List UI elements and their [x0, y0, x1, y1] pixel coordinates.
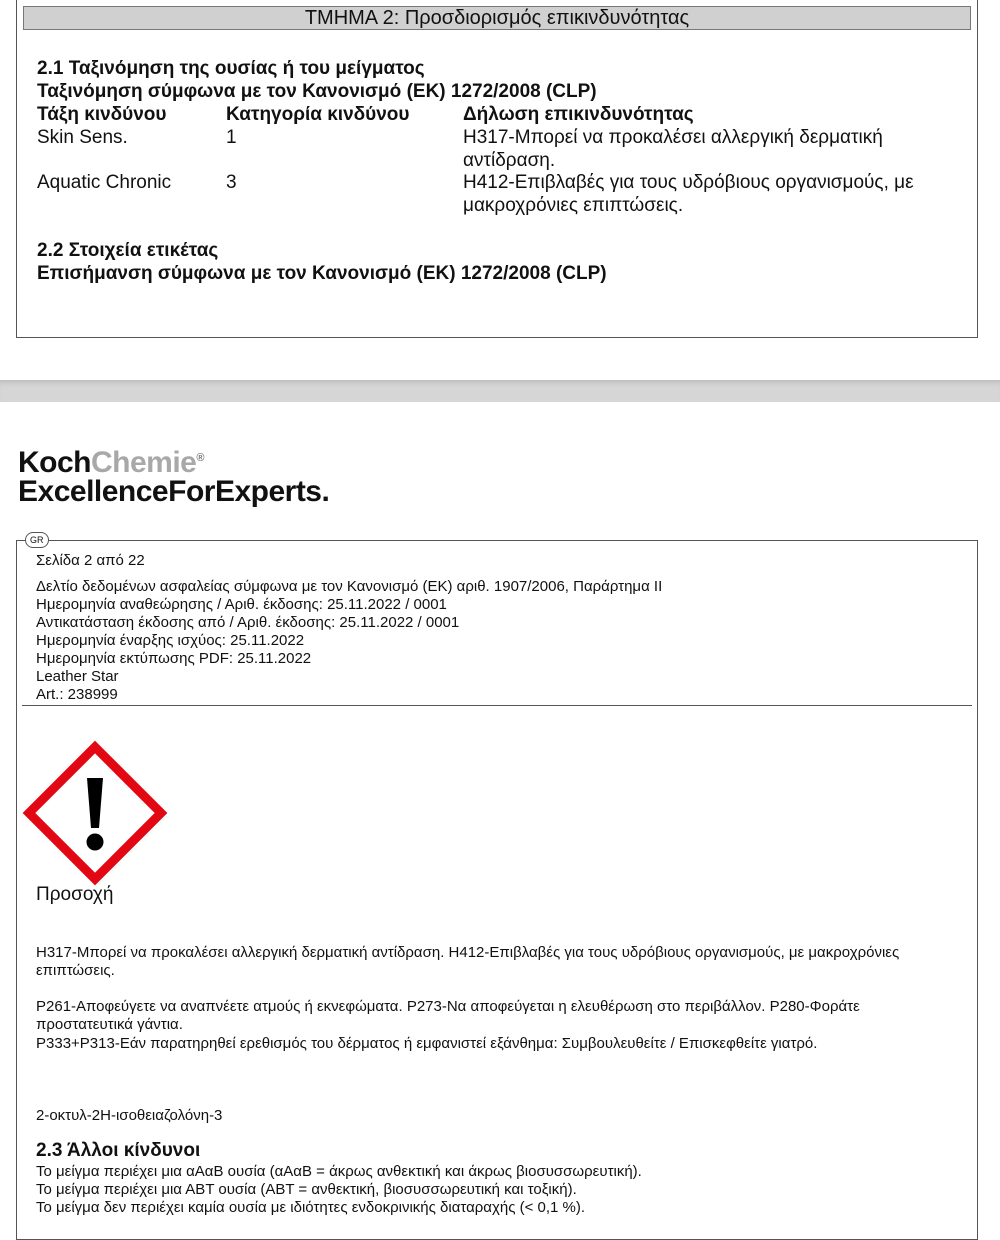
table-header-hazard-category: Κατηγορία κινδύνου	[226, 104, 410, 125]
pdf-print-date: Ημερομηνία εκτύπωσης PDF: 25.11.2022	[36, 650, 312, 667]
other-hazards-line-3: Το μείγμα δεν περιέχει καμία ουσία με ιδιότητες ενδοκρινικής διαταραχής (< 0,1 %).	[36, 1199, 586, 1216]
other-hazards-line-1: Το μείγμα περιέχει μια αΑαΒ ουσία (αΑαΒ = άκρως ανθεκτική και άκρως βιοσυσσωρευτική).	[36, 1163, 642, 1180]
page-number: Σελίδα 2 από 22	[36, 552, 145, 569]
section-2-title: ΤΜΗΜΑ 2: Προσδιορισμός επικινδυνότητας	[23, 6, 971, 30]
precautionary-statements-line-3: P333+P313-Εάν παρατηρηθεί ερεθισμός του δέρματος ή εμφανιστεί εξάνθημα: Συμβουλευθείτε / Επισκεφθείτε γιατρό.	[36, 1035, 818, 1052]
section-2-2-heading: 2.2 Στοιχεία ετικέτας	[37, 240, 219, 261]
section-2-1-heading: 2.1 Ταξινόμηση της ουσίας ή του μείγματος	[37, 58, 425, 79]
hazard-statements-line-2: επιπτώσεις.	[36, 962, 115, 979]
product-name: Leather Star	[36, 668, 119, 685]
page-separator	[0, 380, 1000, 402]
logo-chemie: Chemie	[91, 446, 197, 479]
header-divider	[22, 705, 972, 706]
other-hazards-line-2: Το μείγμα περιέχει μια ΑΒΤ ουσία (ΑΒΤ = ανθεκτική, βιοσυσσωρευτική και τοξική).	[36, 1181, 577, 1198]
revision-date: Ημερομηνία αναθεώρησης / Αριθ. έκδοσης: 25.11.2022 / 0001	[36, 596, 447, 613]
table-row-2-class: Aquatic Chronic	[37, 172, 172, 193]
logo-tagline: ExcellenceForExperts.	[18, 475, 330, 508]
precautionary-statements-line-1: P261-Αποφεύγετε να αναπνέετε ατμούς ή εκνεφώματα. P273-Να αποφεύγεται η ελευθέρωση στο περιβάλλον. P280-Φοράτε	[36, 998, 860, 1015]
table-row-2-statement-line-2: μακροχρόνιες επιπτώσεις.	[463, 195, 684, 216]
country-badge: GR	[25, 532, 49, 548]
page-1-fragment	[16, 0, 978, 338]
table-row-1-statement-line-1: H317-Μπορεί να προκαλέσει αλλεργική δερματική	[463, 127, 883, 148]
exclamation-mark-icon	[22, 740, 168, 886]
table-row-2-category: 3	[226, 172, 237, 193]
section-2-1-subheading: Ταξινόμηση σύμφωνα με τον Κανονισμό (ΕΚ) 1272/2008 (CLP)	[37, 81, 597, 102]
table-header-hazard-class: Τάξη κινδύνου	[37, 104, 167, 125]
hazardous-substance: 2-οκτυλ-2Η-ισοθειαζολόνη-3	[36, 1107, 223, 1124]
sds-regulation-line: Δελτίο δεδομένων ασφαλείας σύμφωνα με τον Κανονισμό (ΕΚ) αριθ. 1907/2006, Παράρτημα II	[36, 578, 663, 595]
valid-from-date: Ημερομηνία έναρξης ισχύος: 25.11.2022	[36, 632, 305, 649]
table-row-2-statement-line-1: H412-Επιβλαβές για τους υδρόβιους οργανισμούς, με	[463, 172, 914, 193]
table-row-1-statement-line-2: αντίδραση.	[463, 150, 556, 171]
article-number: Art.: 238999	[36, 686, 118, 703]
table-row-1-category: 1	[226, 127, 237, 148]
hazard-statements-line-1: H317-Μπορεί να προκαλέσει αλλεργική δερματική αντίδραση. H412-Επιβλαβές για τους υδρόβιους οργανισμούς, με μακροχρόνιες	[36, 944, 900, 961]
section-2-2-subheading: Επισήμανση σύμφωνα με τον Κανονισμό (ΕΚ) 1272/2008 (CLP)	[37, 263, 607, 284]
signal-word: Προσοχή	[36, 884, 114, 905]
table-row-1-class: Skin Sens.	[37, 127, 128, 148]
precautionary-statements-line-2: προστατευτικά γάντια.	[36, 1016, 183, 1033]
section-2-3-heading: 2.3 Άλλοι κίνδυνοι	[36, 1140, 201, 1161]
logo-koch: Koch	[18, 446, 91, 479]
table-header-hazard-statement: Δήλωση επικινδυνότητας	[463, 104, 694, 125]
logo-registered-mark: ®	[196, 452, 204, 464]
replaces-version: Αντικατάσταση έκδοσης από / Αριθ. έκδοσης: 25.11.2022 / 0001	[36, 614, 460, 631]
